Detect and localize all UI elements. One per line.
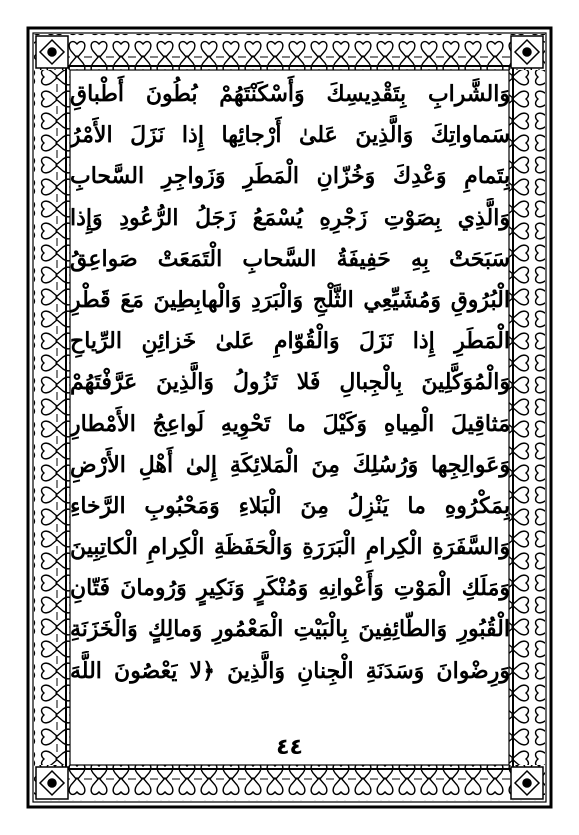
supplication-text xyxy=(70,74,510,734)
corner-ornament-bottom-left xyxy=(36,767,68,799)
text-line: الْقُبُورِ وَالطّائِفِينَ بِالْبَيْتِ الْمَعْمُورِ وَمالِكٍ وَالْخَزَنَةِ xyxy=(70,616,510,643)
page-number: ٤٤ xyxy=(276,735,303,760)
text-line: وَالسَّفَرَةِ الْكِرامِ الْبَرَرَةِ وَالْحَفَظَةِ الْكِرامِ الْكاتِبِينَ xyxy=(70,534,510,561)
text-line: وَالشَّرابِ بِتَقْدِيسِكَ وَأَسْكَنْتَهُمْ بُطُونَ أَطْباقِ xyxy=(70,81,510,107)
text-line: مَثاقِيلَ الْمِياهِ وَكَيْلَ ما تَحْوِيهِ لَواعِجُ الأَمْطارِ xyxy=(70,410,510,437)
corner-ornament-top-left xyxy=(36,36,68,68)
corner-ornament-bottom-right xyxy=(511,767,543,799)
text-line: وَالْمُوَكَّلِينَ بِالْجِبالِ فَلا تَزُولُ وَالَّذِينَ عَرَّفْتَهُمْ xyxy=(70,369,510,396)
text-line: بِمَكْرُوهِ ما يَنْزِلُ مِنَ الْبَلاءِ وَمَحْبُوبِ الرَّخاءِ xyxy=(70,492,510,519)
text-line: وَمَلَكِ الْمَوْتِ وَأَعْوانِهِ وَمُنْكَرٍ وَنَكِيرٍ وَرُومانَ فَتّانِ xyxy=(70,575,510,602)
corner-ornament-top-right xyxy=(511,36,543,68)
text-line: وَالَّذِي بِصَوْتِ زَجْرِهِ يُسْمَعُ زَجَلُ الرُّعُودِ وَإِذا xyxy=(70,204,510,231)
text-line: وَرِضْوانَ وَسَدَنَةِ الْجِنانِ وَالَّذِينَ ﴿لا يَعْصُونَ اللَّهَ xyxy=(70,657,510,684)
text-line: سَماواتِكَ وَالَّذِينَ عَلىٰ أَرْجائِها إِذا نَزَلَ الأَمْرُ xyxy=(70,122,510,149)
text-line: الْبُرُوقِ وَمُشَيِّعِي الثَّلْجِ وَالْبَرَدِ وَالْهابِطِينَ مَعَ قَطْرِ xyxy=(70,286,510,313)
text-line: وَعَوالِجِها وَرُسُلِكَ مِنَ الْمَلائِكَةِ إِلىٰ أَهْلِ الأَرْضِ xyxy=(70,451,510,478)
text-line: بِتَمامِ وَعْدِكَ وَخُزّانِ الْمَطَرِ وَزَواجِرِ السَّحابِ xyxy=(70,163,510,190)
text-line: سَبَحَتْ بِهِ حَفِيفَةُ السَّحابِ الْتَمَعَتْ صَواعِقُ xyxy=(70,245,510,272)
text-line: الْمَطَرِ إِذا نَزَلَ وَالْقُوّامِ عَلىٰ خَزائِنِ الرِّياحِ xyxy=(70,328,510,355)
